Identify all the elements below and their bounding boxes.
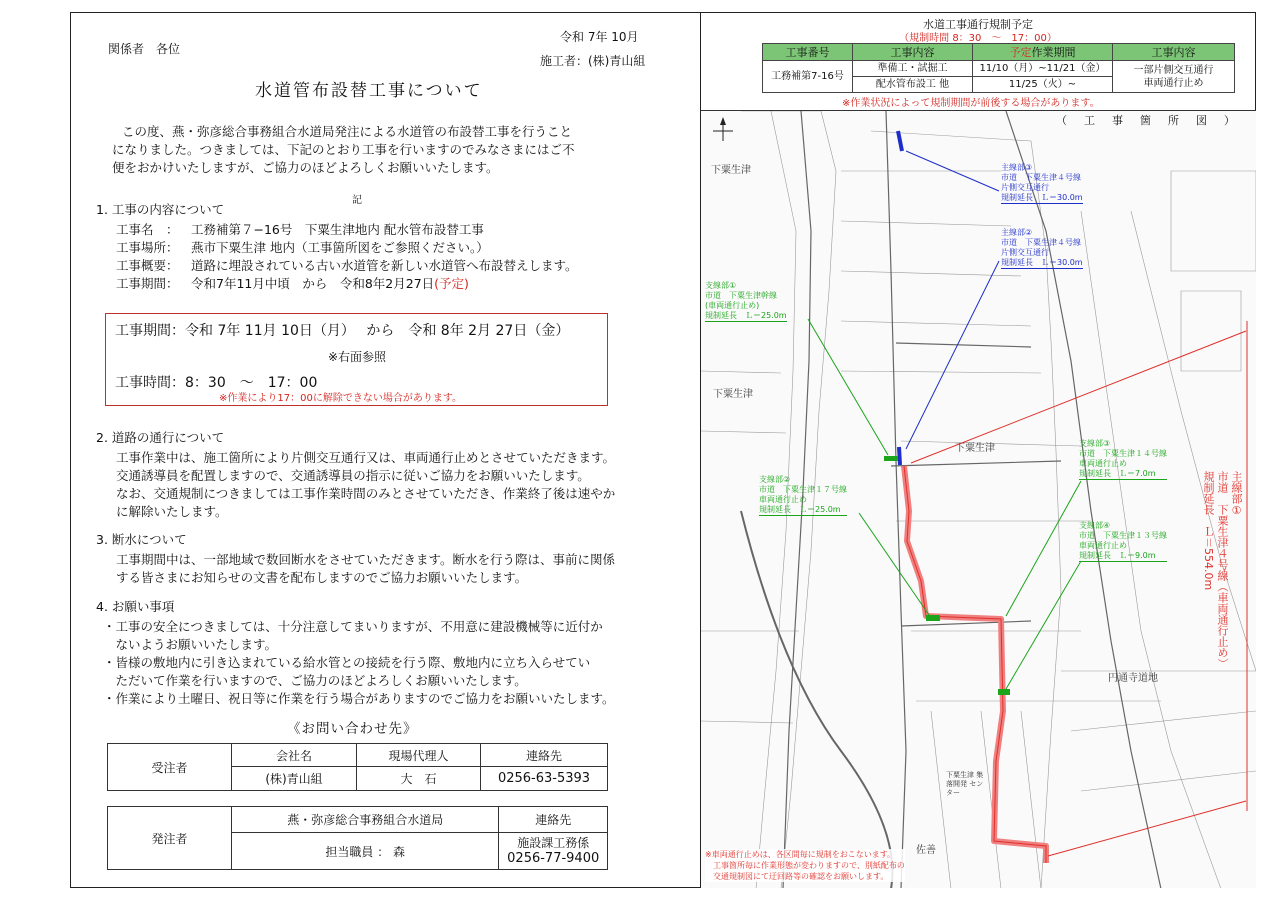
- work-place-value: 燕市下粟生津 地内（工事箇所図をご参照ください。）: [191, 240, 489, 255]
- branch3-line-2: 市道 下粟生津１４号線: [1079, 449, 1167, 458]
- sched-regulation: [1113, 61, 1235, 93]
- receiver-company-header: 会社名: [232, 744, 357, 767]
- section4-line-3: ・皆様の敷地内に引き込まれている給水管との接続を行う際、敷地内に立ち入らせてい: [103, 655, 591, 670]
- section2-heading: 2. 道路の通行について: [96, 430, 225, 445]
- work-period-text: 令和7年11月中頃 から 令和8年2月27日: [191, 276, 435, 291]
- place-3: 下粟生津: [955, 443, 995, 454]
- section2-line-2: 交通誘導員を配置しますので、交通誘導員の指示に従いご協力をお願いいたします。: [116, 468, 590, 483]
- schedule-note: ※作業状況によって規制期間が前後する場合があります。: [842, 98, 1100, 109]
- work-period-value: [191, 275, 469, 293]
- sched-header-reg: 工事内容: [1113, 44, 1235, 61]
- orderer-table: [107, 806, 608, 870]
- branch1-line-2: 市道 下粟生津幹線: [705, 291, 777, 300]
- sched-header-period: [973, 44, 1113, 61]
- branch3-line-3: 車両通行止め: [1079, 459, 1127, 468]
- orderer-dept: 施設課工務係: [517, 836, 590, 850]
- sched-work-2: 配水管布設工 他: [853, 77, 973, 93]
- branch1-line-1: 支線部①: [705, 281, 737, 290]
- sched-header-planned: 予定: [1009, 45, 1032, 59]
- sched-header-work: 工事内容: [853, 44, 973, 61]
- sched-reg-1: 一部片側交互通行: [1133, 64, 1214, 76]
- contact-heading: 《お問い合わせ先》: [287, 721, 418, 737]
- place-5: 円通寺道地: [1108, 673, 1158, 684]
- section2-line-3: なお、交通規制につきましては工事作業時間のみとさせていただき、作業終了後は速やか: [116, 486, 616, 501]
- label-branch1: [705, 281, 787, 322]
- receiver-company: (株)青山組: [232, 767, 357, 791]
- intro-line-1: この度、燕・弥彦総合事務組合水道局発注による水道管の布設替工事を行うこと: [122, 124, 573, 139]
- branch4-marker: [998, 689, 1010, 695]
- section4-line-2: ないようお願いいたします。: [103, 637, 278, 652]
- period-line: 工事期間：令和 7年 11月 10日（月） から 令和 8年 2月 27日（金）: [115, 323, 570, 339]
- branch2-line-2: 市道 下粟生津１７号線: [759, 485, 847, 494]
- branch1-line-3: (車両通行止め): [705, 301, 760, 310]
- section4-heading: 4. お願い事項: [96, 599, 175, 614]
- receiver-table: [107, 743, 608, 791]
- contractor-name: 施工者：(株)青山組: [540, 54, 646, 68]
- map-title: （ 工 事 箇 所 図 ）: [1056, 114, 1238, 127]
- section3-line-1: 工事期間中は、一部地域で数回断水をさせていただきます。断水を行う際は、事前に関係: [116, 552, 616, 567]
- intro-line-3: 便をおかけいたしますが、ご協力のほどよろしくお願いいたします。: [112, 160, 499, 175]
- branch2-marker: [926, 615, 940, 621]
- place-4: 佐善: [916, 845, 936, 856]
- section4-line-4: ただいて作業を行いますので、ご協力のほどよろしくお願いいたします。: [103, 673, 527, 688]
- bottom-note-1: ※車両通行止めは、各区間毎に規制をおこないます。: [705, 850, 896, 859]
- work-period-label: 工事期間：: [116, 276, 179, 291]
- section4-line-1: ・工事の安全につきましては、十分注意してまいりますが、不用意に建設機械等に近付か: [103, 619, 603, 634]
- label-main1-vertical: [1201, 471, 1243, 821]
- right-side-ref: ※右面参照: [328, 350, 387, 364]
- receiver-role: 受注者: [108, 744, 232, 791]
- period-box: [105, 313, 608, 406]
- work-summary-value: 道路に埋設されている古い水道管を新しい水道管へ布設替えします。: [191, 258, 578, 273]
- schedule-table: [762, 43, 1235, 93]
- branch3-line-1: 支線部③: [1079, 439, 1111, 448]
- main2-line-3: 片側交互通行: [1001, 248, 1049, 257]
- orderer-role: 発注者: [108, 807, 232, 870]
- label-main3: [1001, 163, 1083, 204]
- sched-period-2: 11/25（火）~: [973, 77, 1113, 93]
- sched-reg-2: 車両通行止め: [1143, 77, 1204, 89]
- orderer-person: 担当職員 ： 森: [232, 833, 499, 870]
- label-branch3: [1079, 439, 1167, 480]
- work-period-note: (予定): [434, 276, 469, 291]
- work-name-label: 工事名 ：: [116, 222, 179, 237]
- branch4-line-2: 市道 下粟生津１３号線: [1079, 531, 1167, 540]
- document-title: 水道管布設替工事について: [255, 81, 483, 101]
- work-hours: 工事時間：8：30 ～ 17：00: [115, 375, 318, 391]
- bottom-note-3: 交通規制図にて迂回路等の確認をお願いします。: [705, 872, 889, 881]
- main3-line-4: 規制延長 Ｌ＝30.0m: [1001, 193, 1083, 202]
- document-date: 令和 7年 10月: [560, 30, 639, 44]
- work-name-value: 工務補第７−16号 下粟生津地内 配水管布設替工事: [191, 222, 484, 237]
- orderer-contact-header: 連絡先: [499, 807, 608, 833]
- place-6: 下粟生津 集落開発 センター: [946, 771, 984, 797]
- label-branch2: [759, 475, 847, 516]
- place-1: 下粟生津: [711, 165, 751, 176]
- main1-line-3: 規制延長 Ｌ＝554.0m: [1202, 471, 1215, 591]
- work-place-label: 工事場所：: [116, 240, 179, 255]
- section2-line-1: 工事作業中は、施工箇所により片側交互通行又は、車両通行止めとさせていただきます。: [116, 450, 616, 465]
- work-summary-label: 工事概要：: [116, 258, 179, 273]
- section3-line-2: する皆さまにお知らせの文書を配布しますのでご協力お願いいたします。: [116, 570, 528, 585]
- receiver-phone: 0256-63-5393: [481, 767, 608, 791]
- schedule-hours: （規制時間 8：30 ～ 17：00）: [899, 33, 1057, 44]
- main3-line-3: 片側交互通行: [1001, 183, 1049, 192]
- construction-map: [701, 110, 1256, 888]
- main3-line-2: 市道 下粟生津４号線: [1001, 173, 1081, 182]
- receiver-contact-header: 連絡先: [481, 744, 608, 767]
- receiver-agent-header: 現場代理人: [357, 744, 481, 767]
- orderer-phone: 0256-77-9400: [507, 851, 600, 866]
- bottom-note: [705, 849, 905, 882]
- branch4-line-3: 車両通行止め: [1079, 541, 1127, 550]
- section3-heading: 3. 断水について: [96, 532, 187, 547]
- sched-header-period-label: 作業期間: [1031, 45, 1076, 59]
- main3-line-1: 主線部③: [1001, 163, 1033, 172]
- ki-marker: 記: [352, 195, 362, 206]
- addressee: 関係者 各位: [108, 42, 181, 56]
- branch2-line-1: 支線部②: [759, 475, 791, 484]
- label-branch4: [1079, 521, 1167, 562]
- bottom-note-2: 工事箇所毎に作業形態が変わりますので、別紙配布の: [705, 861, 905, 870]
- main2-line-1: 主線部②: [1001, 228, 1033, 237]
- orderer-contact: [499, 833, 608, 870]
- receiver-agent: 大 石: [357, 767, 481, 791]
- branch2-line-3: 車両通行止め: [759, 495, 807, 504]
- schedule-title: 水道工事通行規制予定: [923, 18, 1033, 31]
- sched-header-no: 工事番号: [763, 44, 853, 61]
- main2-line-2: 市道 下粟生津４号線: [1001, 238, 1081, 247]
- section2-line-4: に解除いたします。: [116, 504, 228, 519]
- branch1-marker: [884, 456, 898, 461]
- branch1-line-4: 規制延長 Ｌ＝25.0m: [705, 311, 787, 320]
- place-2: 下粟生津: [713, 389, 753, 400]
- main2-line-4: 規制延長 Ｌ＝30.0m: [1001, 258, 1083, 267]
- section1-heading: 1. 工事の内容について: [96, 202, 225, 217]
- main2-marker: [899, 447, 900, 465]
- label-main2: [1001, 228, 1083, 269]
- sched-period-1: 11/10（月）~11/21（金）: [973, 61, 1113, 77]
- section4-line-5: ・作業により土曜日、祝日等に作業を行う場合がありますのでご協力をお願いいたします。: [103, 691, 615, 706]
- branch2-line-4: 規制延長 Ｌ＝25.0m: [759, 505, 847, 516]
- branch4-line-4: 規制延長 Ｌ＝9.0m: [1079, 551, 1167, 562]
- hours-note: ※作業により17：00に解除できない場合があります。: [219, 393, 463, 404]
- sched-work-no: 工務補第7-16号: [763, 61, 853, 93]
- main1-line-1: 主線部①: [1230, 471, 1243, 517]
- intro-line-2: になりました。つきましては、下記のとおり工事を行いますのでみなさまにはご不: [112, 142, 575, 157]
- branch3-line-4: 規制延長 Ｌ＝7.0m: [1079, 469, 1167, 480]
- sched-work-1: 準備工・試掘工: [853, 61, 973, 77]
- branch4-line-1: 支線部④: [1079, 521, 1111, 530]
- main1-line-2: 市道 下粟生津４号線（車両通行止め）: [1216, 471, 1229, 669]
- orderer-org: 燕・弥彦総合事務組合水道局: [232, 807, 499, 833]
